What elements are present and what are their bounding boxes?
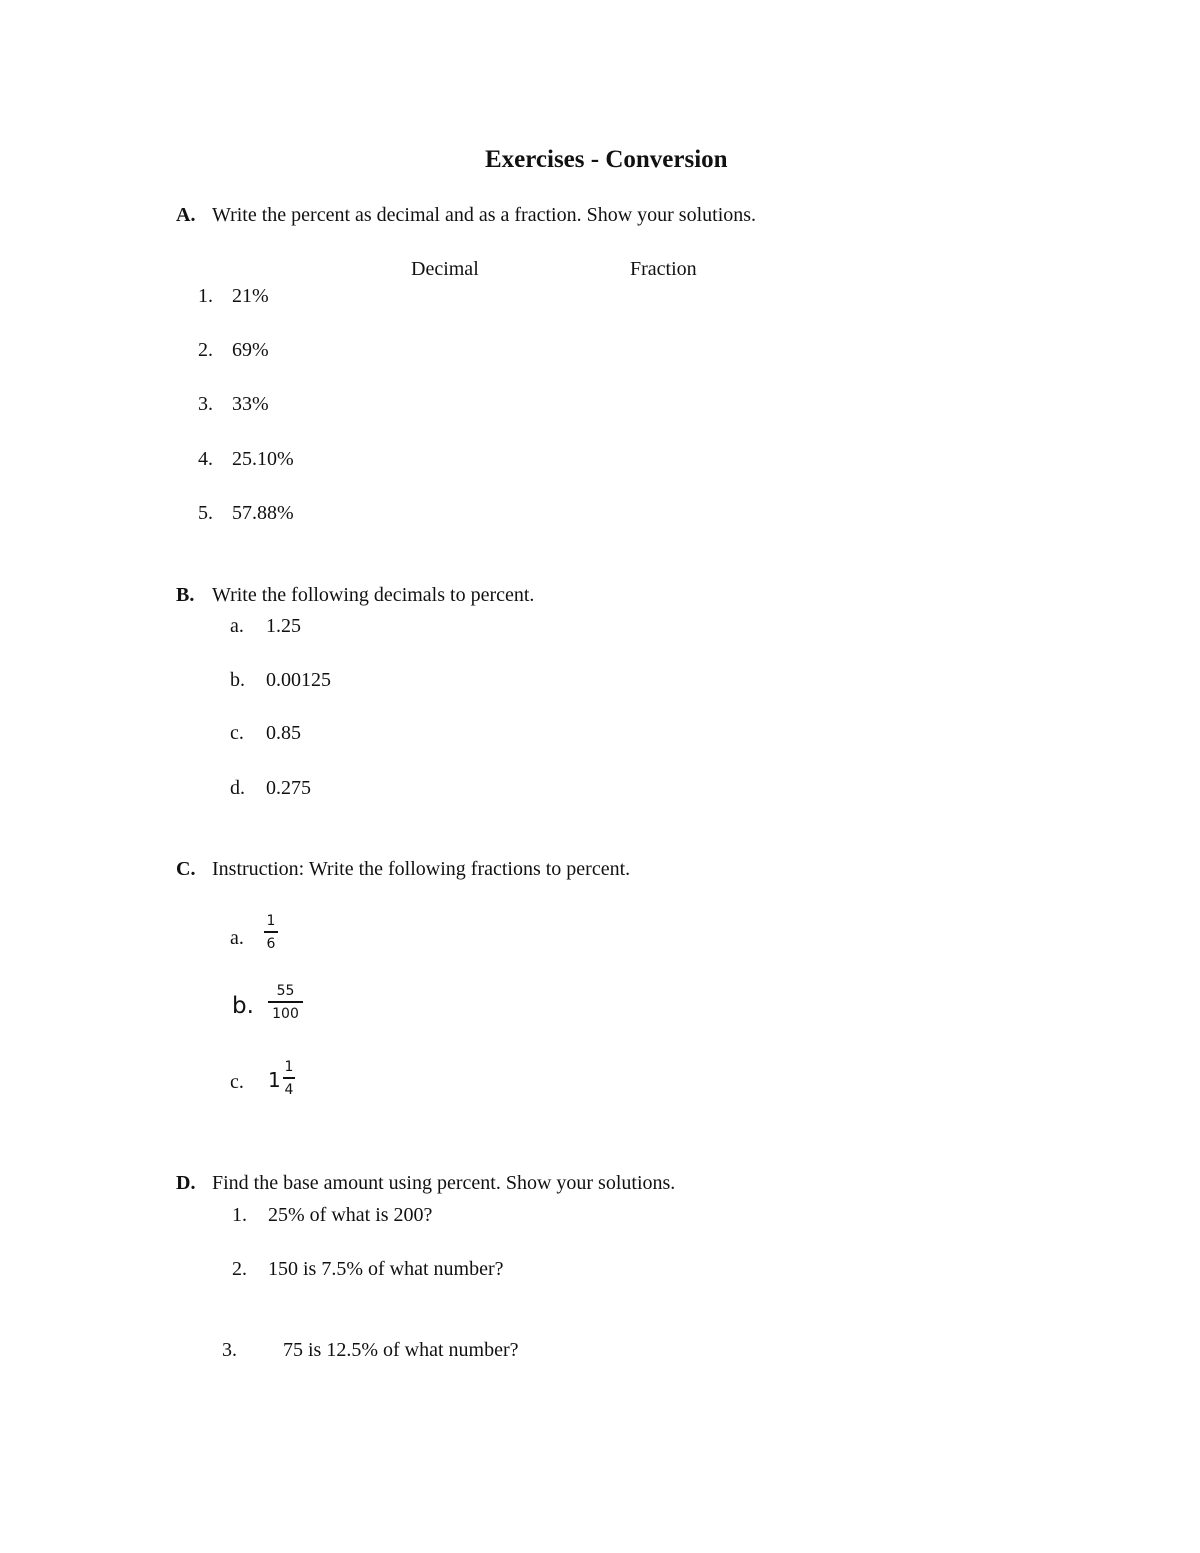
page-title: Exercises - Conversion xyxy=(485,146,728,173)
fraction-denominator: 4 xyxy=(284,1081,294,1098)
list-item-number: 2. xyxy=(232,1258,247,1280)
section-c-instruction: Instruction: Write the following fractions to percent. xyxy=(212,858,631,880)
fraction-denominator: 6 xyxy=(266,935,276,952)
list-item-letter: b. xyxy=(230,669,245,691)
column-header-fraction: Fraction xyxy=(630,258,697,280)
list-item-letter: a. xyxy=(230,615,244,637)
list-item: 75 is 12.5% of what number? xyxy=(283,1339,519,1361)
fraction-bar xyxy=(283,1077,295,1079)
fraction-bar xyxy=(264,931,278,933)
list-item-letter: a. xyxy=(230,927,244,949)
list-item-number: 1. xyxy=(232,1204,247,1226)
list-item-letter: b. xyxy=(232,993,254,1019)
section-a-letter: A. xyxy=(176,204,196,226)
list-item-number: 3. xyxy=(198,393,213,415)
list-item: 0.275 xyxy=(266,777,311,799)
list-item-letter: c. xyxy=(230,1071,244,1093)
section-c-letter: C. xyxy=(176,858,196,880)
section-d-instruction: Find the base amount using percent. Show your solutions. xyxy=(212,1172,676,1194)
fraction-numerator: 55 xyxy=(276,983,295,999)
list-item: 1.25 xyxy=(266,615,301,637)
section-d-letter: D. xyxy=(176,1172,196,1194)
fraction-numerator: 1 xyxy=(266,913,276,929)
list-item: 25.10% xyxy=(232,448,294,470)
mixed-number-whole: 1 xyxy=(268,1068,281,1092)
fraction xyxy=(268,984,303,1021)
fraction-numerator: 1 xyxy=(284,1059,294,1075)
fraction-bar xyxy=(268,1001,303,1003)
list-item: 0.00125 xyxy=(266,669,331,691)
section-b-instruction: Write the following decimals to percent. xyxy=(212,584,535,606)
list-item-number: 2. xyxy=(198,339,213,361)
section-a-instruction: Write the percent as decimal and as a fraction. Show your solutions. xyxy=(212,204,757,226)
list-item: 69% xyxy=(232,339,269,361)
list-item-letter: d. xyxy=(230,777,245,799)
list-item-number: 3. xyxy=(222,1339,237,1361)
fraction xyxy=(283,1060,295,1097)
list-item: 33% xyxy=(232,393,269,415)
list-item: 150 is 7.5% of what number? xyxy=(268,1258,504,1280)
column-header-decimal: Decimal xyxy=(411,258,479,280)
fraction-denominator: 100 xyxy=(272,1005,299,1022)
list-item: 21% xyxy=(232,285,269,307)
list-item: 57.88% xyxy=(232,502,294,524)
section-b-letter: B. xyxy=(176,584,195,606)
list-item-number: 1. xyxy=(198,285,213,307)
list-item-number: 5. xyxy=(198,502,213,524)
fraction xyxy=(264,914,278,951)
list-item-number: 4. xyxy=(198,448,213,470)
list-item: 0.85 xyxy=(266,722,301,744)
list-item-letter: c. xyxy=(230,722,244,744)
list-item: 25% of what is 200? xyxy=(268,1204,433,1226)
